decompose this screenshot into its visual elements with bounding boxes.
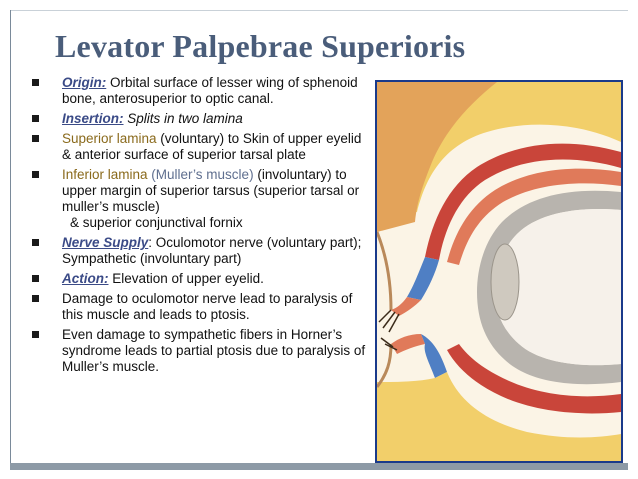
nerve-supply-label: Nerve Supply (62, 235, 149, 250)
nerve-supply-text: : Oculomotor nerve (voluntary part); Sympathetic (involuntary part) (62, 235, 362, 266)
bottom-bar (10, 463, 628, 470)
inferior-lamina-text: (involuntary) to upper margin of superior tarsus (superior tarsal or muller’s muscle) (62, 167, 360, 214)
bullet-damage-sympathetic (32, 327, 372, 375)
superior-lamina-term: Superior lamina (62, 131, 157, 146)
slide-title: Levator Palpebrae Superioris (55, 28, 466, 64)
bullet-inferior-lamina (32, 167, 372, 231)
bullet-action (32, 271, 372, 287)
square-bullet-icon (32, 79, 39, 86)
action-text: Elevation of upper eyelid. (108, 271, 264, 286)
bullet-superior-lamina (32, 131, 372, 163)
inferior-lamina-term: Inferior lamina (62, 167, 148, 182)
square-bullet-icon (32, 295, 39, 302)
bullet-insertion (32, 111, 372, 127)
top-rule (10, 10, 628, 11)
inferior-lamina-text-2: & superior conjunctival fornix (70, 215, 243, 230)
eyelid-anatomy-illustration-icon (377, 82, 621, 461)
damage-sympathetic-text: Even damage to sympathetic fibers in Horner’s syndrome leads to partial ptosis due to paralysis of Muller’s muscle. (62, 327, 366, 374)
bullet-origin (32, 75, 372, 107)
left-border (10, 10, 11, 465)
square-bullet-icon (32, 331, 39, 338)
square-bullet-icon (32, 135, 39, 142)
square-bullet-icon (32, 275, 39, 282)
bullet-damage-oculomotor (32, 291, 372, 323)
insertion-label: Insertion: (62, 111, 124, 126)
eyelid-anatomy-figure (375, 80, 623, 463)
origin-label: Origin: (62, 75, 107, 90)
inferior-lamina-paren: (Muller’s muscle) (147, 167, 254, 182)
square-bullet-icon (32, 115, 39, 122)
bullet-nerve-supply (32, 235, 372, 267)
action-label: Action: (62, 271, 109, 286)
superior-lamina-text: (voluntary) to Skin of upper eyelid & anterior surface of superior tarsal plate (62, 131, 362, 162)
insertion-text: Splits in two lamina (123, 111, 243, 126)
square-bullet-icon (32, 239, 39, 246)
origin-text: Orbital surface of lesser wing of sphenoid bone, anterosuperior to optic canal. (62, 75, 358, 106)
bullet-list (32, 75, 372, 379)
damage-oculomotor-text: Damage to oculomotor nerve lead to paralysis of this muscle and leads to ptosis. (62, 291, 353, 322)
square-bullet-icon (32, 171, 39, 178)
